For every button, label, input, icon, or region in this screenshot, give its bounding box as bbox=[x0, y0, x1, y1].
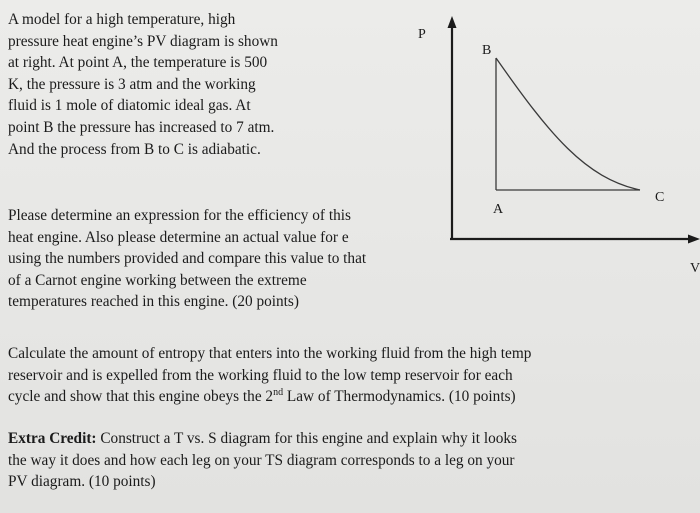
intro-line: And the process from B to C is adiabatic. bbox=[8, 140, 261, 158]
v-axis-arrowhead bbox=[688, 235, 700, 244]
intro-line: A model for a high temperature, high bbox=[8, 11, 236, 28]
ordinal-superscript: nd bbox=[273, 387, 284, 399]
question-line: heat engine. Also please determine an actual value for e bbox=[8, 228, 349, 246]
extra-credit-label: Extra Credit: bbox=[8, 430, 97, 447]
entropy-line bbox=[8, 386, 531, 408]
p-axis-arrowhead bbox=[448, 16, 457, 28]
extra-credit-question bbox=[8, 428, 517, 493]
entropy-question bbox=[8, 343, 531, 408]
entropy-line-text: Law of Thermodynamics. (10 points) bbox=[283, 388, 516, 406]
extra-credit-line: the way it does and how each leg on your TS diagram corresponds to a leg on your bbox=[8, 451, 515, 469]
extra-credit-text: Construct a T vs. S diagram for this engine and explain why it looks bbox=[96, 430, 517, 447]
extra-credit-line bbox=[8, 428, 517, 450]
efficiency-question bbox=[8, 205, 366, 313]
pv-diagram bbox=[400, 10, 700, 282]
intro-line: fluid is 1 mole of diatomic ideal gas. At bbox=[8, 97, 251, 115]
intro-line: K, the pressure is 3 atm and the working bbox=[8, 75, 256, 93]
entropy-line: Calculate the amount of entropy that enters into the working fluid from the high temp bbox=[8, 345, 532, 362]
entropy-line-text: cycle and show that this engine obeys the 2 bbox=[8, 388, 274, 406]
leg-b-to-c-adiabatic bbox=[496, 58, 640, 190]
point-c-label: C bbox=[655, 190, 665, 205]
intro-line: at right. At point A, the temperature is 500 bbox=[8, 54, 268, 72]
p-axis-label: P bbox=[418, 27, 426, 42]
question-line: Please determine an expression for the efficiency of this bbox=[8, 207, 351, 224]
point-b-label: B bbox=[482, 43, 492, 58]
entropy-line: reservoir and is expelled from the working fluid to the low temp reservoir for each bbox=[8, 366, 513, 384]
intro-line: point B the pressure has increased to 7 atm. bbox=[8, 118, 275, 136]
intro-line: pressure heat engine’s PV diagram is shown bbox=[8, 32, 278, 50]
point-a-label: A bbox=[493, 202, 504, 217]
question-line: of a Carnot engine working between the extreme bbox=[8, 271, 307, 289]
extra-credit-line: PV diagram. (10 points) bbox=[8, 473, 156, 491]
question-line: using the numbers provided and compare this value to that bbox=[8, 250, 367, 268]
question-line: temperatures reached in this engine. (20 points) bbox=[8, 293, 299, 311]
problem-intro bbox=[8, 9, 278, 160]
v-axis-label: V bbox=[690, 261, 700, 276]
